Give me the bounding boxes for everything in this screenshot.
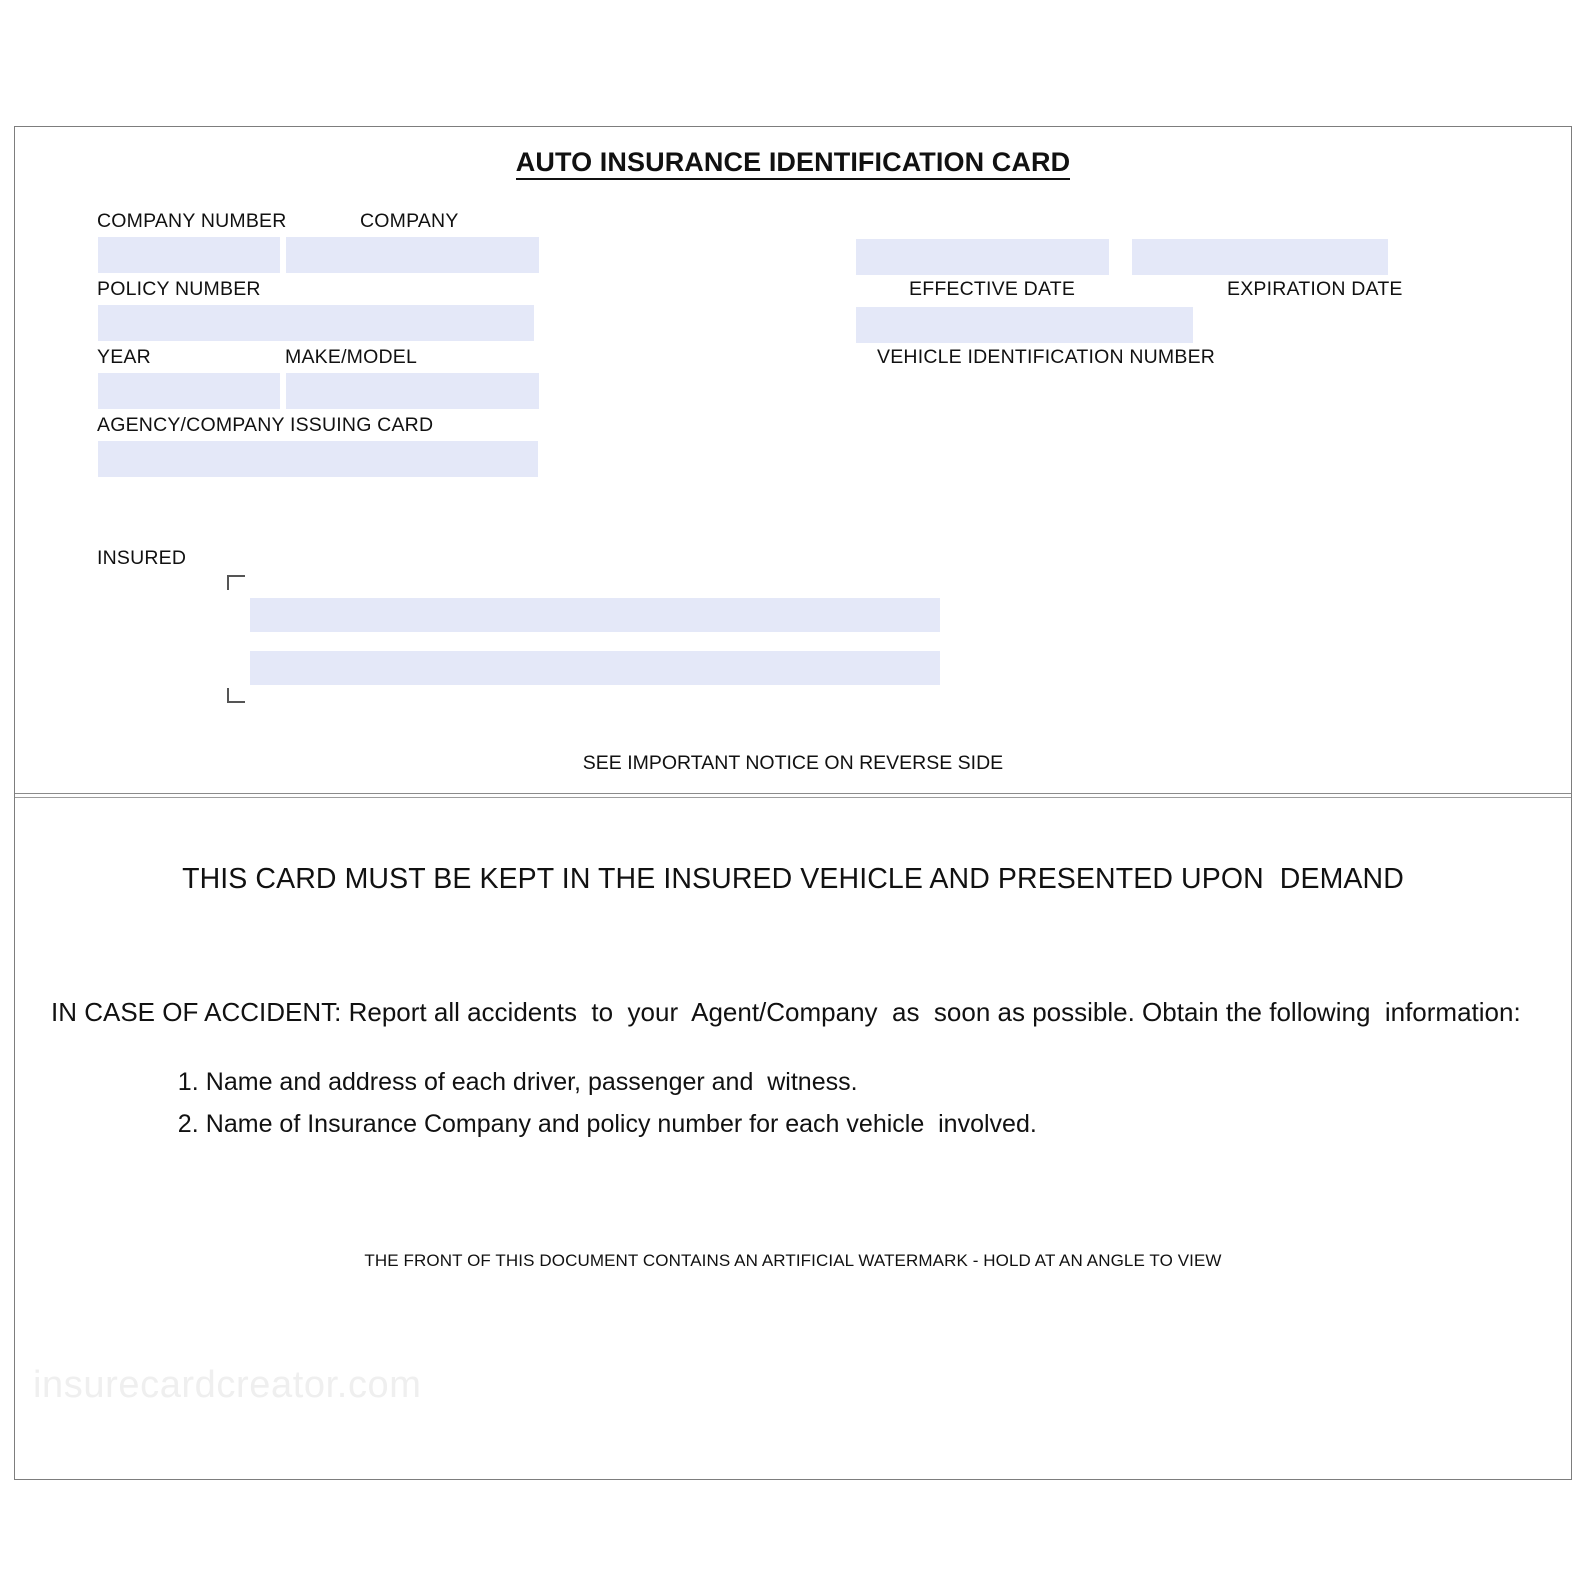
artificial-watermark-notice: THE FRONT OF THIS DOCUMENT CONTAINS AN ARTIFICIAL WATERMARK - HOLD AT AN ANGLE TO VIEW	[364, 1251, 1222, 1270]
effective-date-input[interactable]	[856, 239, 1109, 275]
year-input[interactable]	[98, 373, 280, 409]
accident-item-text: Name of Insurance Company and policy number for each vehicle involved.	[205, 1110, 1037, 1138]
vin-input[interactable]	[856, 307, 1193, 343]
accident-item-text: Name and address of each driver, passenger and witness.	[205, 1068, 858, 1096]
agency-issuing-card-input[interactable]	[98, 441, 538, 477]
page-title	[15, 147, 1571, 178]
label-effective-date: EFFECTIVE DATE	[909, 278, 1076, 300]
label-year: YEAR	[97, 346, 151, 368]
make-model-input[interactable]	[286, 373, 539, 409]
label-insured: INSURED	[97, 547, 187, 569]
keep-in-vehicle-notice: THIS CARD MUST BE KEPT IN THE INSURED VEHICLE AND PRESENTED UPON DEMAND	[182, 863, 1404, 895]
site-watermark: insurecardcreator.com	[33, 1364, 422, 1406]
panel-divider	[15, 793, 1571, 798]
label-expiration-date: EXPIRATION DATE	[1227, 278, 1403, 300]
label-make-model: MAKE/MODEL	[285, 346, 418, 368]
insured-line-2-input[interactable]	[250, 651, 940, 685]
reverse-side-notice: SEE IMPORTANT NOTICE ON REVERSE SIDE	[582, 752, 1004, 774]
company-number-input[interactable]	[98, 237, 280, 273]
accident-item-number: 2.	[177, 1110, 199, 1138]
insured-line-1-input[interactable]	[250, 598, 940, 632]
label-policy-number: POLICY NUMBER	[97, 278, 261, 300]
accident-instructions-intro: IN CASE OF ACCIDENT: Report all accidents to your Agent/Company as soon as possible. Obtain the following information:	[51, 997, 1521, 1027]
label-company-number: COMPANY NUMBER	[97, 210, 287, 232]
label-agency-issuing-card: AGENCY/COMPANY ISSUING CARD	[97, 414, 434, 436]
accident-instruction-item	[150, 1081, 1037, 1168]
company-input[interactable]	[286, 237, 539, 273]
page-title-text: AUTO INSURANCE IDENTIFICATION CARD	[516, 147, 1070, 180]
label-company: COMPANY	[360, 210, 459, 232]
insured-bracket-top-left-icon	[227, 575, 245, 590]
policy-number-input[interactable]	[98, 305, 534, 341]
insurance-card-frame	[14, 126, 1572, 1480]
insured-bracket-bottom-left-icon	[227, 688, 245, 703]
accident-item-number: 1.	[177, 1068, 199, 1096]
expiration-date-input[interactable]	[1132, 239, 1388, 275]
label-vin: VEHICLE IDENTIFICATION NUMBER	[877, 346, 1216, 368]
